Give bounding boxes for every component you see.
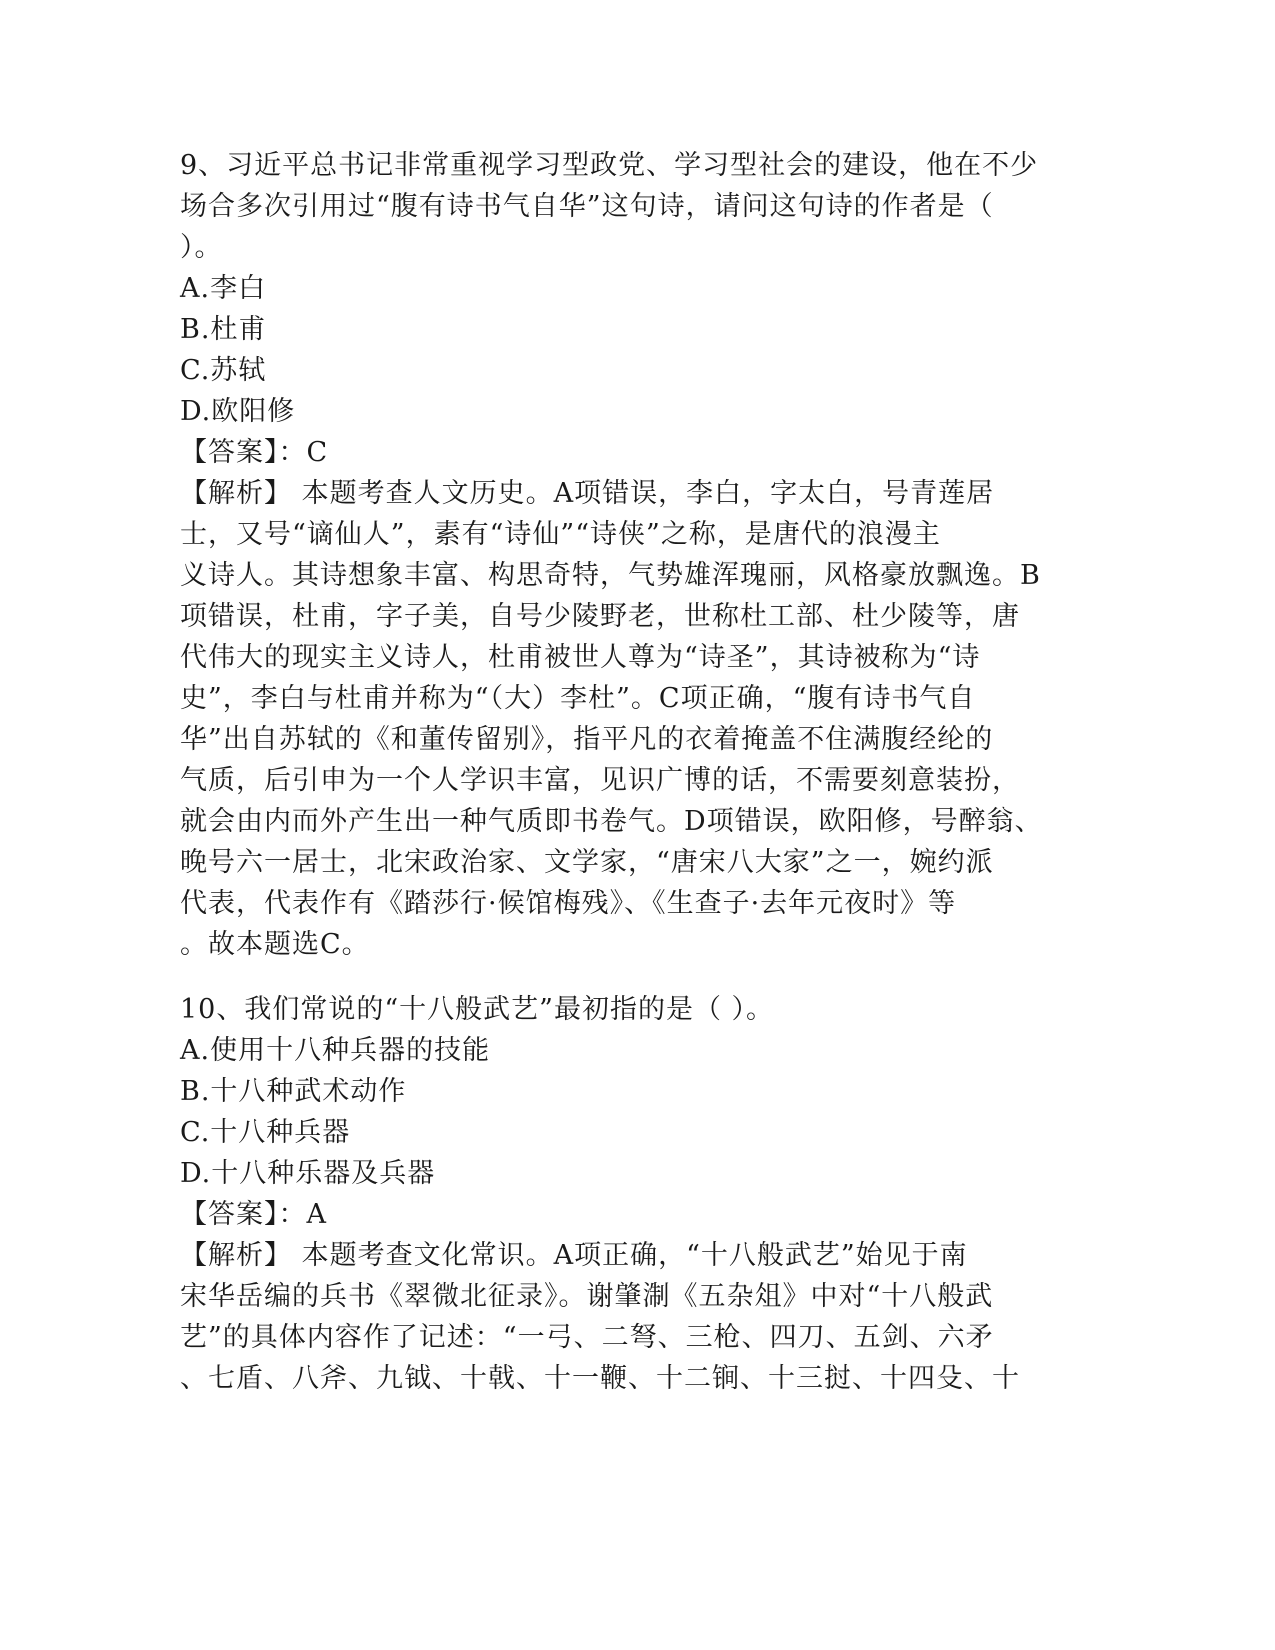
option-b: B.十八种武术动作 bbox=[180, 1076, 407, 1107]
analysis-line: 艺”的具体内容作了记述：“一弓、二弩、三枪、四刀、五剑、六矛 bbox=[180, 1322, 994, 1353]
question-9-analysis bbox=[180, 473, 1043, 965]
option-a: A.使用十八种兵器的技能 bbox=[180, 1035, 491, 1066]
question-9 bbox=[180, 145, 1043, 965]
analysis-line: 。故本题选C。 bbox=[180, 929, 370, 960]
stem-line: ）。 bbox=[180, 232, 223, 263]
analysis-line: 晚号六一居士，北宋政治家、文学家，“唐宋八大家”之一，婉约派 bbox=[180, 847, 994, 878]
question-9-stem bbox=[180, 145, 1040, 268]
analysis-line: 项错误，杜甫，字子美，自号少陵野老，世称杜工部、杜少陵等，唐 bbox=[180, 601, 1020, 632]
question-10-stem bbox=[180, 989, 1040, 1030]
analysis-line: 士，又号“谪仙人”，素有“诗仙”“诗侠”之称，是唐代的浪漫主 bbox=[180, 519, 941, 550]
analysis-line: 宋华岳编的兵书《翠微北征录》。谢肇淛《五杂俎》中对“十八般武 bbox=[180, 1281, 994, 1312]
analysis-line: 【解析】 本题考查人文历史。A项错误，李白，字太白，号青莲居 bbox=[180, 478, 995, 509]
stem-line: 9、习近平总书记非常重视学习型政党、学习型社会的建设，他在不少 bbox=[180, 150, 1039, 181]
analysis-line: 代表，代表作有《踏莎行·候馆梅残》、《生查子·去年元夜时》等 bbox=[180, 888, 957, 919]
stem-line: 场合多次引用过“腹有诗书气自华”这句诗，请问这句诗的作者是（ bbox=[180, 191, 994, 222]
option-b: B.杜甫 bbox=[180, 314, 267, 345]
option-d: D.欧阳修 bbox=[180, 396, 296, 427]
analysis-line: 气质，后引申为一个人学识丰富，见识广博的话，不需要刻意装扮， bbox=[180, 765, 1020, 796]
option-c: C.十八种兵器 bbox=[180, 1117, 351, 1148]
option-c: C.苏轼 bbox=[180, 355, 267, 386]
analysis-line: 【解析】 本题考查文化常识。A项正确，“十八般武艺”始见于南 bbox=[180, 1240, 968, 1271]
question-9-options bbox=[180, 268, 1040, 432]
document-page bbox=[180, 145, 1043, 1399]
analysis-line: 、七盾、八斧、九钺、十戟、十一鞭、十二锏、十三挝、十四殳、十 bbox=[180, 1363, 1020, 1394]
question-gap bbox=[180, 965, 1040, 989]
analysis-line: 就会由内而外产生出一种气质即书卷气。D项错误，欧阳修，号醉翁、 bbox=[180, 806, 1043, 837]
stem-line: 10、我们常说的“十八般武艺”最初指的是（ ）。 bbox=[180, 994, 775, 1025]
question-10-analysis bbox=[180, 1235, 1040, 1399]
option-d: D.十八种乐器及兵器 bbox=[180, 1158, 436, 1189]
analysis-line: 华”出自苏轼的《和董传留别》，指平凡的衣着掩盖不住满腹经纶的 bbox=[180, 724, 994, 755]
question-10-answer: 【答案】：A bbox=[180, 1199, 327, 1230]
question-10-options bbox=[180, 1030, 1040, 1194]
analysis-line: 义诗人。其诗想象丰富、构思奇特，气势雄浑瑰丽，风格豪放飘逸。B bbox=[180, 560, 1041, 591]
analysis-line: 史”，李白与杜甫并称为“（大）李杜”。C项正确，“腹有诗书气自 bbox=[180, 683, 976, 714]
question-9-answer: 【答案】：C bbox=[180, 437, 329, 468]
analysis-line: 代伟大的现实主义诗人，杜甫被世人尊为“诗圣”，其诗被称为“诗 bbox=[180, 642, 981, 673]
question-10 bbox=[180, 989, 1040, 1399]
option-a: A.李白 bbox=[180, 273, 267, 304]
